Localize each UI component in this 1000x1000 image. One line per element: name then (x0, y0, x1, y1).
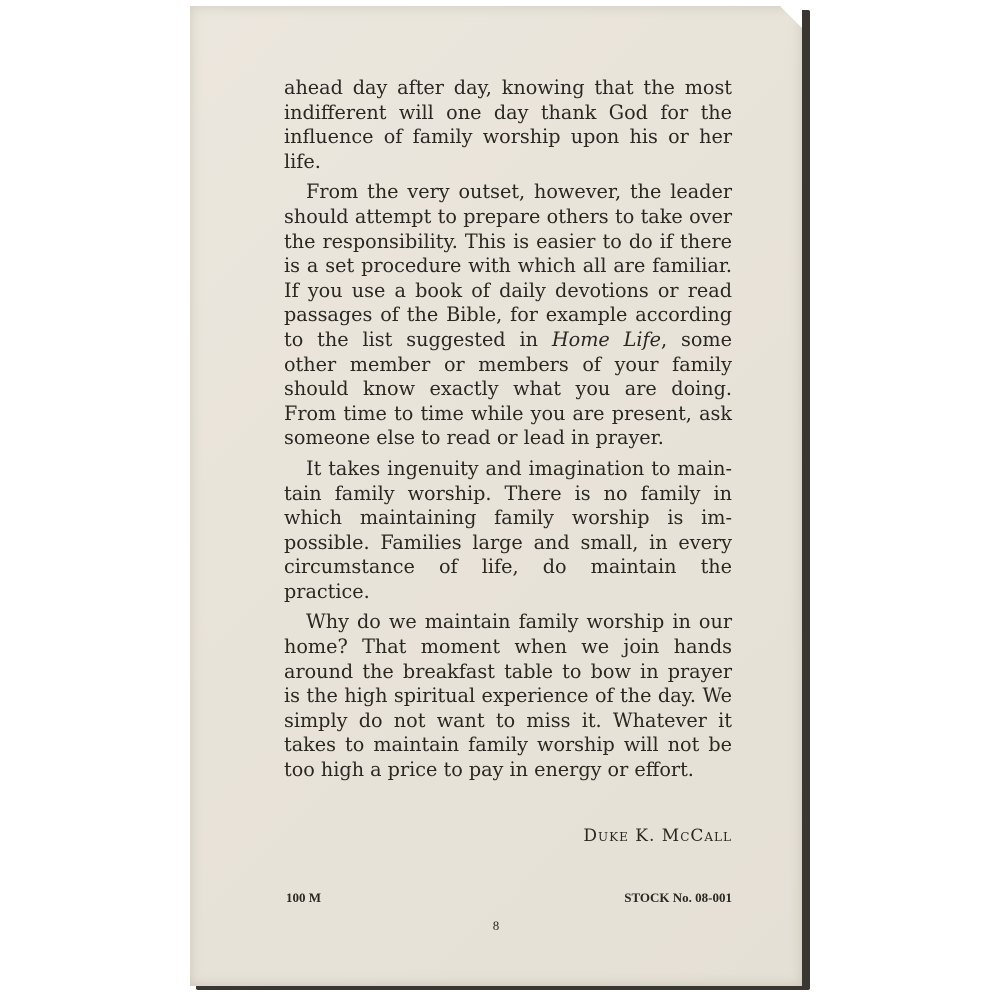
paragraph-3: It takes ingenuity and imagination to maintain family worship. There is no family in which maintaining family worship is impossible. Families large and small, in every circumstance of life, do maintain the practice. (284, 456, 732, 603)
paragraph-2 (284, 180, 732, 451)
paragraph-2-text-before: From the very outset, however, the leader should attempt to prepare others to take over the responsibility. This is easier to do if there is a set procedure with which all are familiar. If you use a book of daily devotions or read passages of the Bible, for example according to the list suggested in (284, 180, 732, 351)
author-signature: Duke K. McCall (583, 826, 732, 846)
paragraph-4: Why do we maintain family worship in our home? That moment when we join hands around the breakfast table to bow in prayer is the high spiritual experience of the day. We simply do not want to miss it. Whatever it takes to maintain family worship will not be too high a price to pay in energy or effort. (284, 610, 732, 782)
print-run-note: 100 M (286, 890, 322, 905)
page-number: 8 (492, 918, 500, 933)
body-text (284, 76, 732, 789)
paragraph-1: ahead day after day, knowing that the most indifferent will one day thank God for the influence of family worship upon his or her life. (284, 76, 732, 173)
worn-corner (780, 6, 802, 28)
booklet-page (190, 6, 802, 986)
paragraph-2-italic-title: Home Life (551, 327, 662, 351)
paragraph-2-text-after: , some other member or members of your family should know exactly what you are doing. From time to time while you are present, ask someone else to read or lead in prayer. (284, 327, 732, 450)
stock-number: STOCK No. 08-001 (624, 890, 732, 905)
